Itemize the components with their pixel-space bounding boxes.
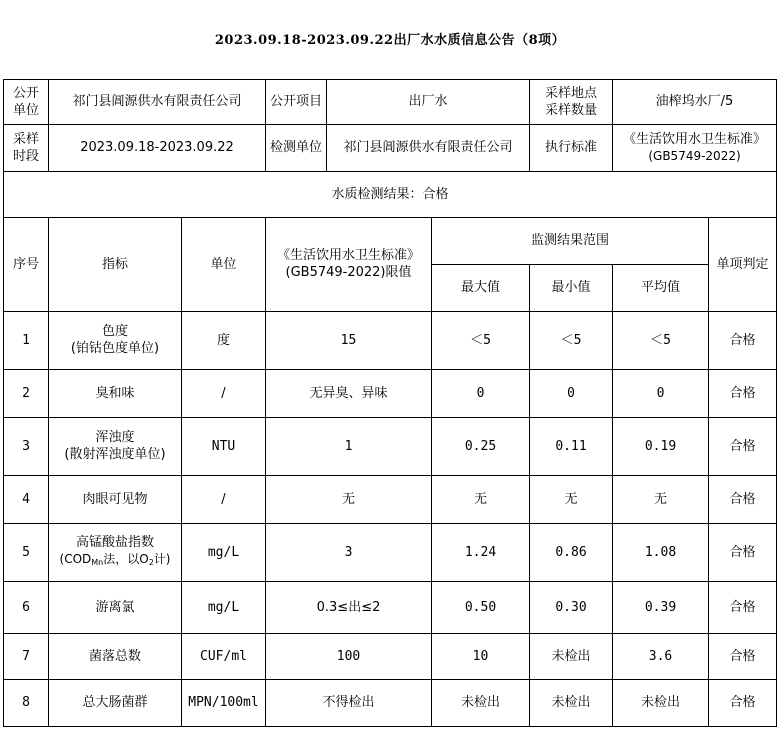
header-index: 序号 xyxy=(4,217,49,311)
page-title: 2023.09.18-2023.09.22出厂水水质信息公告（8项） xyxy=(4,3,777,79)
row-limit: 0.3≤出≤2 xyxy=(266,581,432,633)
header-indicator: 指标 xyxy=(49,217,182,311)
row-limit: 3 xyxy=(266,523,432,581)
row-avg: 1.08 xyxy=(613,523,709,581)
row-index: 1 xyxy=(4,311,49,369)
header-range: 监测结果范围 xyxy=(432,217,709,264)
table-row xyxy=(4,633,777,679)
row-avg: 0 xyxy=(613,369,709,417)
row-index: 2 xyxy=(4,369,49,417)
row-limit: 15 xyxy=(266,311,432,369)
row-index: 5 xyxy=(4,523,49,581)
row-indicator-method: ($COD_{Mn}$法，以$O_2$计) xyxy=(59,551,171,567)
row-min: 0.30 xyxy=(530,581,613,633)
row-indicator: 总大肠菌群 xyxy=(49,679,182,726)
row-unit: / xyxy=(182,369,266,417)
row-max: 1.24 xyxy=(432,523,530,581)
row-indicator: 菌落总数 xyxy=(49,633,182,679)
table-row xyxy=(4,369,777,417)
row-limit: 无异臭、异味 xyxy=(266,369,432,417)
standard-value: 《生活饮用水卫生标准》 (GB5749-2022) xyxy=(613,124,777,171)
table-row xyxy=(4,581,777,633)
row-indicator: 色度 (铂钴色度单位) xyxy=(49,311,182,369)
standard-label: 执行标准 xyxy=(530,124,613,171)
sampling-period-label: 采样 时段 xyxy=(4,124,49,171)
row-avg: ＜5 xyxy=(613,311,709,369)
publisher-value: 祁门县阊源供水有限责任公司 xyxy=(49,79,266,124)
row-index: 3 xyxy=(4,417,49,475)
row-unit: CUF/ml xyxy=(182,633,266,679)
row-min: 未检出 xyxy=(530,633,613,679)
row-index: 4 xyxy=(4,475,49,523)
row-avg: 0.19 xyxy=(613,417,709,475)
sampling-site-label: 采样地点 采样数量 xyxy=(530,79,613,124)
result-summary: 水质检测结果：合格 xyxy=(4,171,777,217)
table-row xyxy=(4,679,777,726)
publisher-label: 公开 单位 xyxy=(4,79,49,124)
table-row xyxy=(4,475,777,523)
row-avg: 未检出 xyxy=(613,679,709,726)
testing-unit-label: 检测单位 xyxy=(266,124,327,171)
row-unit: mg/L xyxy=(182,581,266,633)
row-unit: NTU xyxy=(182,417,266,475)
table-row xyxy=(4,311,777,369)
table-row xyxy=(4,523,777,581)
row-limit: 100 xyxy=(266,633,432,679)
row-indicator: 浑浊度 (散射浑浊度单位) xyxy=(49,417,182,475)
row-judge: 合格 xyxy=(709,311,777,369)
row-indicator: 高锰酸盐指数 ($COD_{Mn}$法，以$O_2$计) xyxy=(49,523,182,581)
row-judge: 合格 xyxy=(709,633,777,679)
row-avg: 0.39 xyxy=(613,581,709,633)
header-max: 最大值 xyxy=(432,264,530,311)
row-judge: 合格 xyxy=(709,417,777,475)
header-judge: 单项判定 xyxy=(709,217,777,311)
header-limit: 《生活饮用水卫生标准》 (GB5749-2022)限值 xyxy=(266,217,432,311)
row-min: 0.11 xyxy=(530,417,613,475)
row-indicator: 臭和味 xyxy=(49,369,182,417)
row-limit: 无 xyxy=(266,475,432,523)
row-max: ＜5 xyxy=(432,311,530,369)
row-judge: 合格 xyxy=(709,581,777,633)
row-index: 6 xyxy=(4,581,49,633)
row-indicator: 肉眼可见物 xyxy=(49,475,182,523)
table-row xyxy=(4,417,777,475)
row-avg: 无 xyxy=(613,475,709,523)
row-judge: 合格 xyxy=(709,523,777,581)
row-unit: mg/L xyxy=(182,523,266,581)
sampling-site-value: 油榨坞水厂/5 xyxy=(613,79,777,124)
sampling-period-value: 2023.09.18-2023.09.22 xyxy=(49,124,266,171)
row-index: 7 xyxy=(4,633,49,679)
row-max: 未检出 xyxy=(432,679,530,726)
row-judge: 合格 xyxy=(709,369,777,417)
row-unit: 度 xyxy=(182,311,266,369)
row-limit: 1 xyxy=(266,417,432,475)
row-max: 无 xyxy=(432,475,530,523)
water-quality-table xyxy=(3,3,777,727)
item-label: 公开项目 xyxy=(266,79,327,124)
row-unit: / xyxy=(182,475,266,523)
row-max: 10 xyxy=(432,633,530,679)
row-min: 未检出 xyxy=(530,679,613,726)
row-limit: 不得检出 xyxy=(266,679,432,726)
row-avg: 3.6 xyxy=(613,633,709,679)
testing-unit-value: 祁门县阊源供水有限责任公司 xyxy=(327,124,530,171)
row-judge: 合格 xyxy=(709,679,777,726)
row-index: 8 xyxy=(4,679,49,726)
header-avg: 平均值 xyxy=(613,264,709,311)
row-max: 0.25 xyxy=(432,417,530,475)
row-unit: MPN/100ml xyxy=(182,679,266,726)
item-value: 出厂水 xyxy=(327,79,530,124)
header-min: 最小值 xyxy=(530,264,613,311)
row-min: 0 xyxy=(530,369,613,417)
row-min: 0.86 xyxy=(530,523,613,581)
row-indicator: 游离氯 xyxy=(49,581,182,633)
row-max: 0.50 xyxy=(432,581,530,633)
row-min: ＜5 xyxy=(530,311,613,369)
row-max: 0 xyxy=(432,369,530,417)
row-min: 无 xyxy=(530,475,613,523)
header-unit: 单位 xyxy=(182,217,266,311)
row-judge: 合格 xyxy=(709,475,777,523)
